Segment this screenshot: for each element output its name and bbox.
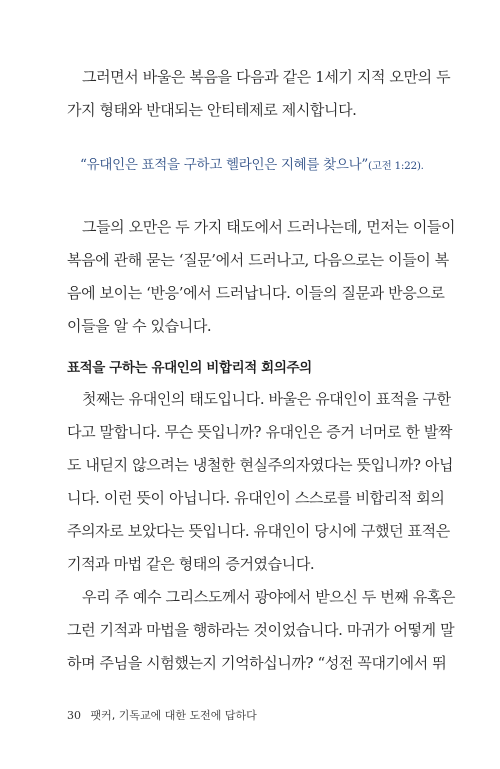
page-number: 30	[67, 709, 81, 722]
text-line: 하며 주님을 시험했는지 기억하십니까? “성전 꼭대기에서 뛰	[67, 654, 447, 672]
text-line: 그들의 오만은 두 가지 태도에서 드러나는데, 먼저는 이들이	[82, 218, 456, 236]
text-line: 주의자로 보았다는 뜻입니다. 유대인이 당시에 구했던 표적은	[67, 522, 450, 540]
page-footer	[67, 707, 257, 723]
text-line: 기적과 마법 같은 형태의 증거였습니다.	[67, 555, 315, 573]
scripture-quote	[80, 155, 424, 176]
text-line: 가지 형태와 반대되는 안티테제로 제시합니다.	[67, 101, 357, 119]
text-line: 그러면서 바울은 복음을 다음과 같은 1세기 지적 오만의 두	[82, 68, 451, 86]
text-line: 첫째는 유대인의 태도입니다. 바울은 유대인이 표적을 구한	[82, 390, 451, 408]
paragraph-arrogance	[67, 211, 456, 343]
paragraph-intro	[67, 61, 451, 127]
book-title: 팻커, 기독교에 대한 도전에 답하다	[90, 709, 257, 722]
text-line: 복음에 관해 묻는 ‘질문’에서 드러나고, 다음으로는 이들이 복	[67, 251, 449, 269]
paragraph-jews	[67, 383, 454, 581]
text-line: 니다. 이런 뜻이 아닙니다. 유대인이 스스로를 비합리적 회의	[67, 489, 445, 507]
text-line: 도 내딛지 않으려는 냉철한 현실주의자였다는 뜻입니까? 아닙	[67, 456, 454, 474]
paragraph-temptation	[67, 581, 456, 680]
section-heading: 표적을 구하는 유대인의 비합리적 회의주의	[67, 360, 312, 376]
quote-text: “유대인은 표적을 구하고 헬라인은 지혜를 찾으나”	[80, 157, 368, 173]
text-line: 그런 기적과 마법을 행하라는 것이었습니다. 마귀가 어떻게 말	[67, 621, 455, 639]
text-line: 이들을 알 수 있습니다.	[67, 317, 212, 335]
text-line: 우리 주 예수 그리스도께서 광야에서 받으신 두 번째 유혹은	[82, 588, 456, 606]
text-line: 다고 말합니다. 무슨 뜻입니까? 유대인은 증거 너머로 한 발짝	[67, 423, 453, 441]
quote-reference: (고전 1:22).	[367, 160, 424, 172]
text-line: 음에 보이는 ‘반응’에서 드러납니다. 이들의 질문과 반응으로	[67, 284, 445, 302]
